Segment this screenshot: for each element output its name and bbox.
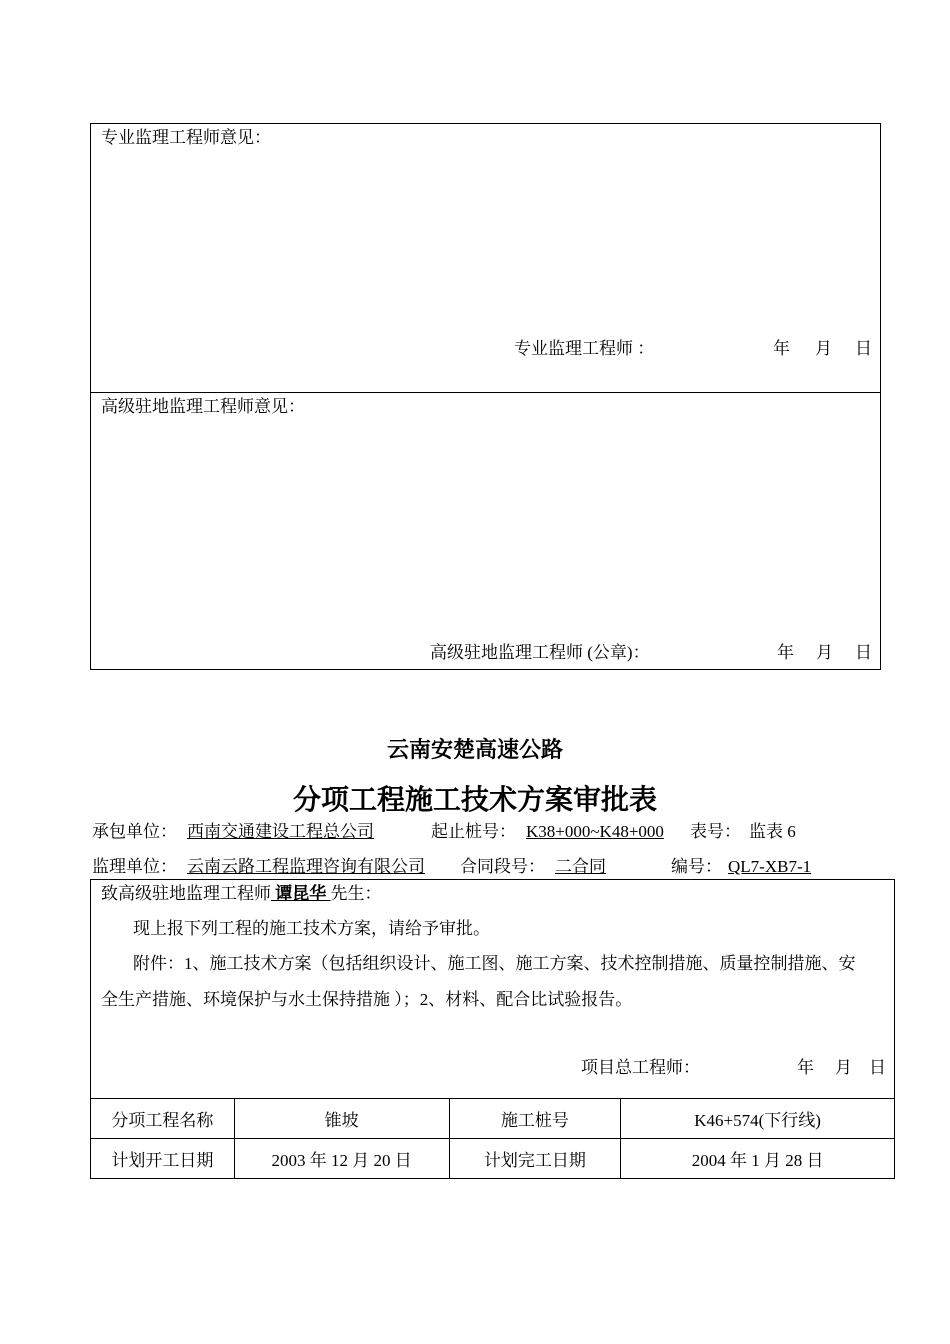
station-value: K38+000~K48+000	[526, 822, 664, 841]
contract-label: 合同段号：	[460, 857, 545, 876]
contract-value: 二合同	[555, 857, 606, 876]
contractor-value: 西南交通建设工程总公司	[187, 822, 374, 841]
opinion-box-engineer	[90, 123, 881, 393]
letter-body-line-3: 全生产措施、环境保护与水土保持措施 ）；2、材料、配合比试验报告。	[101, 990, 633, 1009]
recipient-name: 谭昆华	[271, 884, 331, 903]
letter-month-label: 月	[835, 1058, 852, 1077]
recipient-prefix: 致高级驻地监理工程师	[101, 884, 271, 903]
supervisor-label: 监理单位：	[92, 857, 177, 876]
number-label: 编号：	[671, 857, 722, 876]
opinion-box-senior-engineer	[90, 392, 881, 670]
table-cell: 分项工程名称	[91, 1099, 235, 1139]
senior-opinion-label: 高级驻地监理工程师意见：	[101, 397, 305, 416]
form-value: 监表 6	[749, 822, 796, 841]
table-cell: 计划完工日期	[449, 1139, 621, 1179]
senior-day-label: 日	[855, 643, 872, 662]
form-label: 表号：	[690, 822, 741, 841]
document-title: 分项工程施工技术方案审批表	[292, 785, 657, 816]
letter-body-line-1: 现上报下列工程的施工技术方案，请给予审批。	[133, 919, 490, 938]
senior-signer-label: 高级驻地监理工程师 (公章)：	[430, 643, 650, 662]
recipient-suffix: 先生：	[330, 884, 382, 903]
letter-body-line-2: 附件：1、施工技术方案（包括组织设计、施工图、施工方案、技术控制措施、质量控制措施、安	[133, 954, 856, 973]
table-cell: 计划开工日期	[91, 1139, 235, 1179]
table-row	[91, 1099, 895, 1139]
engineer-month-label: 月	[815, 339, 832, 358]
table-cell: K46+574(下行线)	[621, 1099, 895, 1139]
table-cell: 2003 年 12 月 20 日	[234, 1139, 449, 1179]
number-value: QL7-XB7-1	[728, 857, 812, 876]
engineer-opinion-label: 专业监理工程师意见：	[101, 128, 271, 147]
engineer-year-label: 年	[773, 339, 790, 358]
table-cell: 锥坡	[234, 1099, 449, 1139]
station-label: 起止桩号：	[431, 822, 516, 841]
chief-engineer-label: 项目总工程师：	[581, 1058, 700, 1077]
project-info-table	[90, 1098, 895, 1179]
senior-month-label: 月	[816, 643, 833, 662]
engineer-day-label: 日	[855, 339, 872, 358]
letter-recipient	[101, 884, 382, 904]
table-cell: 施工桩号	[449, 1099, 621, 1139]
application-letter-box	[90, 879, 895, 1099]
contractor-label: 承包单位：	[92, 822, 177, 841]
supervisor-value: 云南云路工程监理咨询有限公司	[187, 857, 425, 876]
senior-year-label: 年	[777, 643, 794, 662]
engineer-signer-label: 专业监理工程师 ：	[514, 339, 655, 358]
table-cell: 2004 年 1 月 28 日	[621, 1139, 895, 1179]
table-row	[91, 1139, 895, 1179]
document-subtitle: 云南安楚高速公路	[386, 737, 563, 762]
letter-year-label: 年	[797, 1058, 814, 1077]
letter-day-label: 日	[869, 1058, 886, 1077]
